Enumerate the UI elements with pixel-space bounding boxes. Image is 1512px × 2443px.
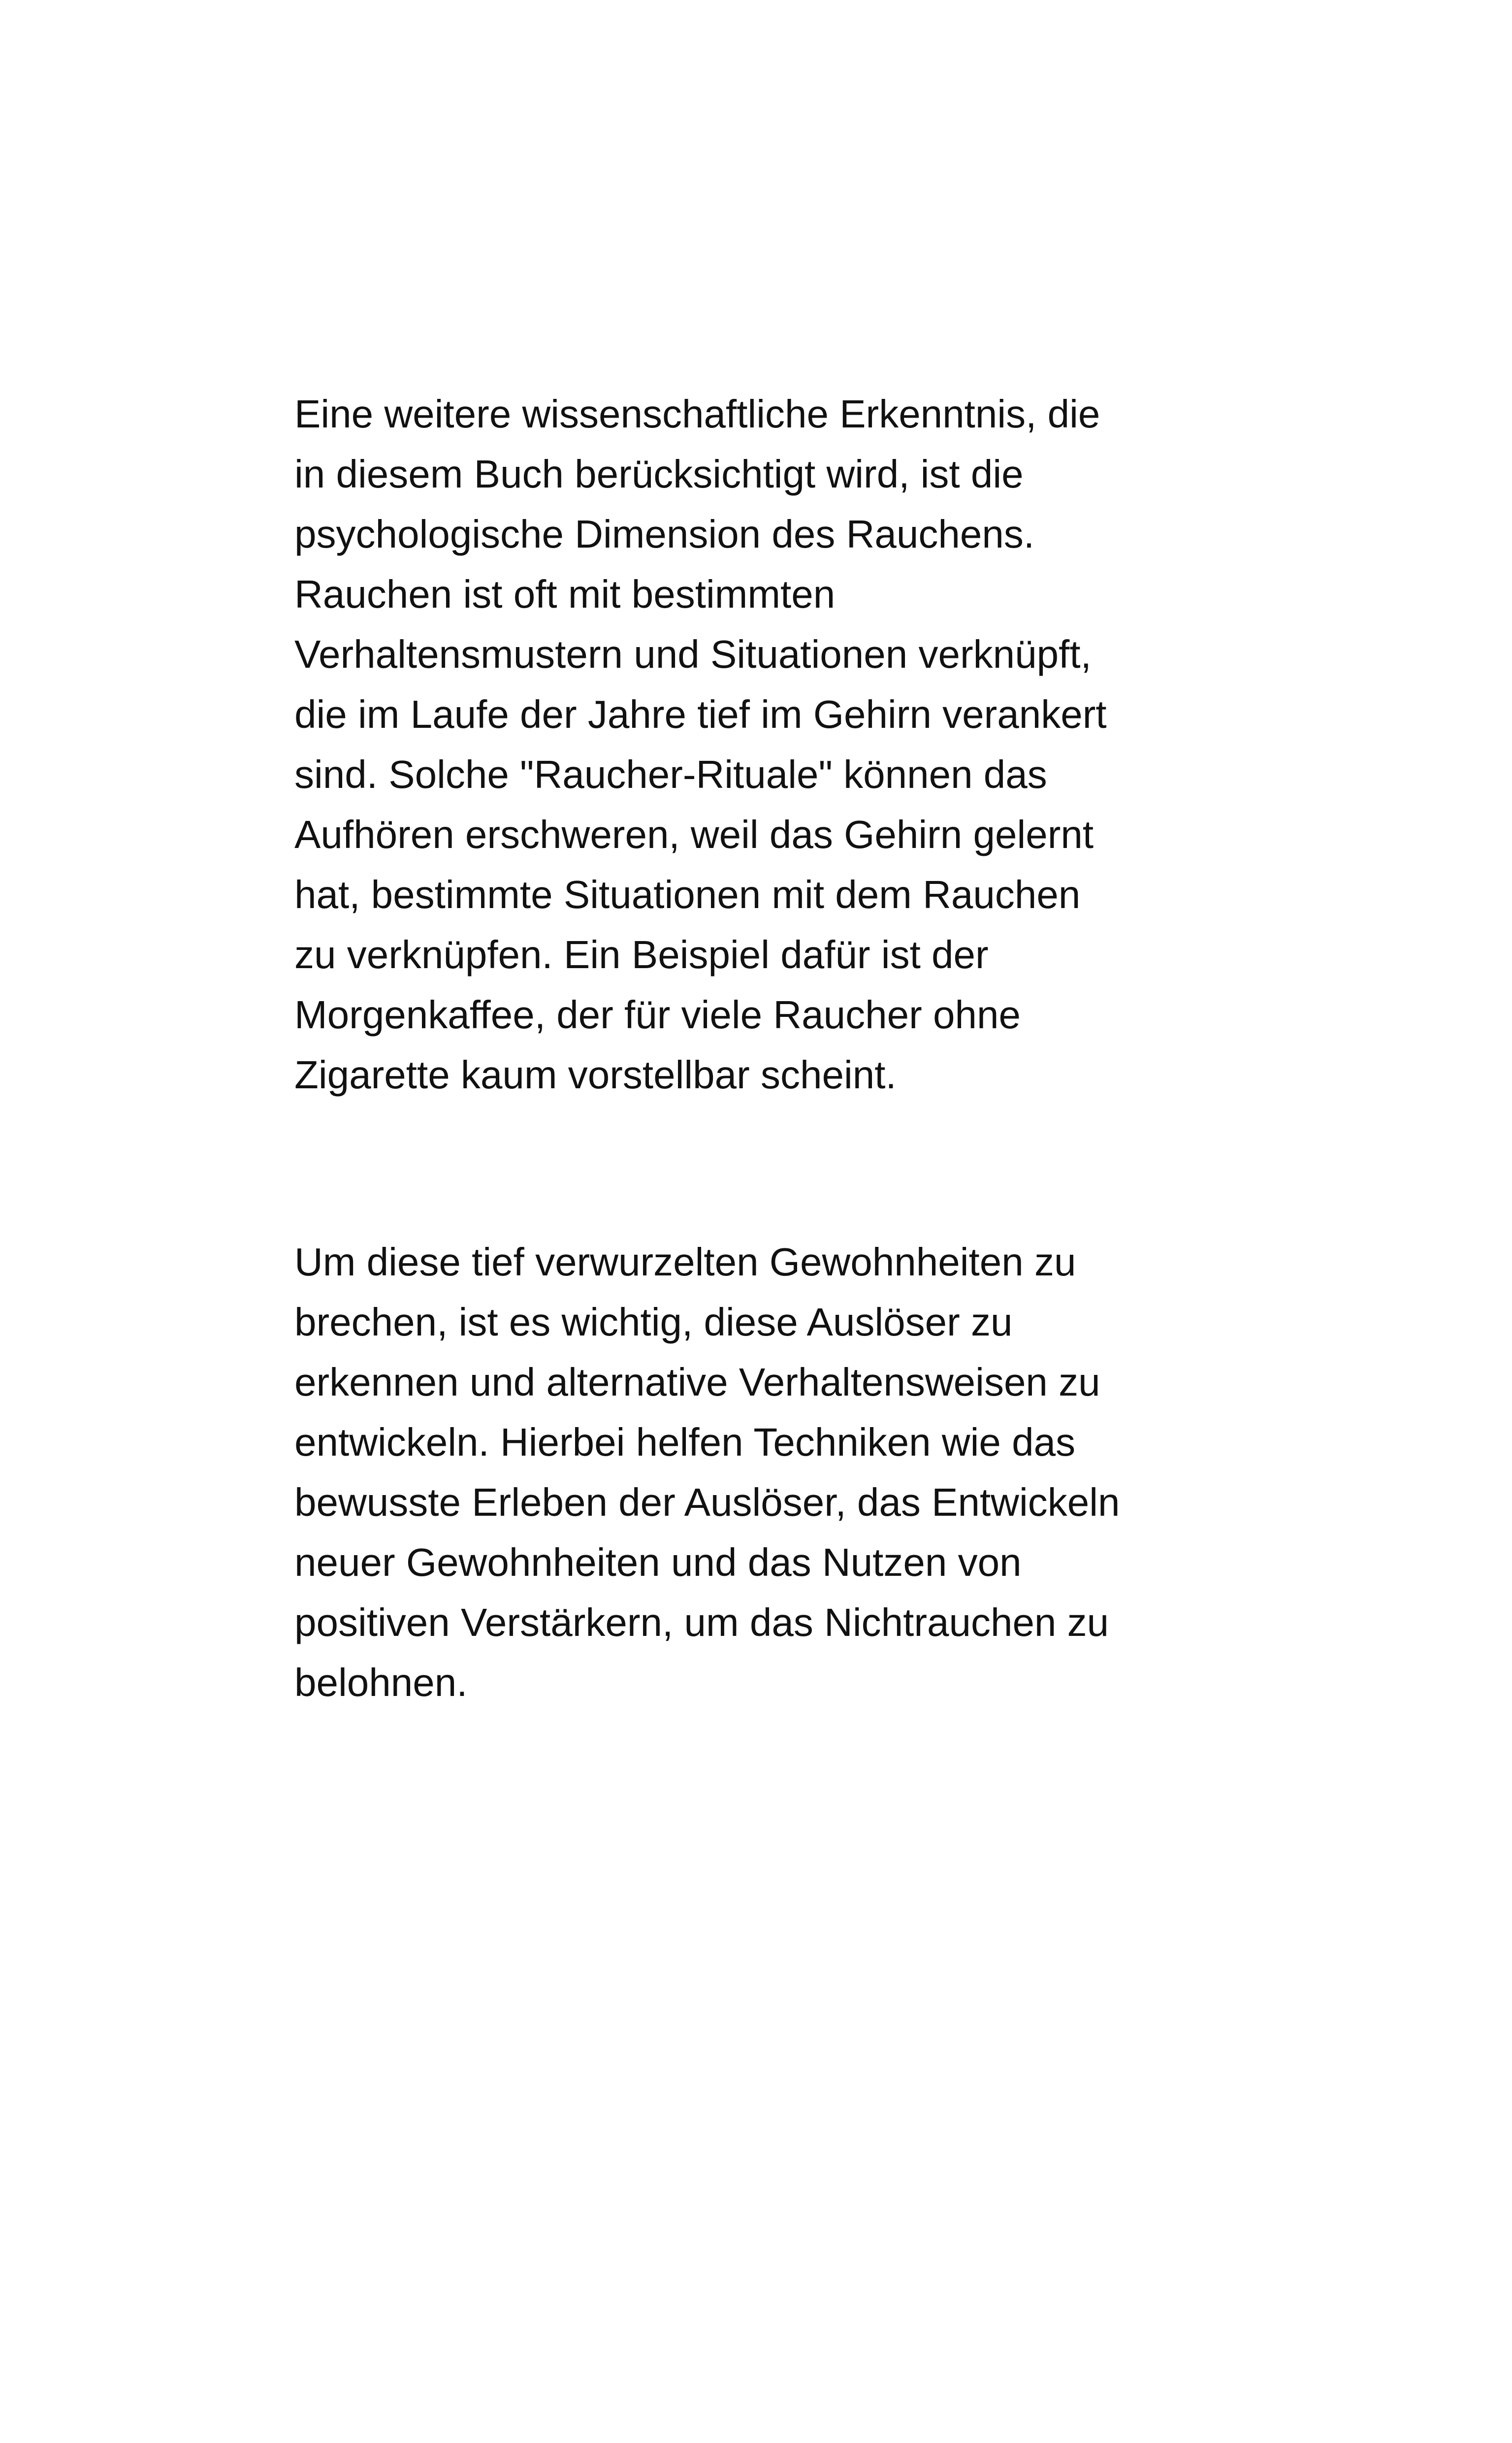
- paragraph-line: Aufhören erschweren, weil das Gehirn gelernt: [294, 813, 1094, 856]
- paragraph-line: in diesem Buch berücksichtigt wird, ist die: [294, 452, 1024, 496]
- paragraph-line: psychologische Dimension des Rauchens.: [294, 512, 1035, 556]
- paragraph-line: erkennen und alternative Verhaltensweisen zu: [294, 1360, 1100, 1404]
- paragraph-line: entwickeln. Hierbei helfen Techniken wie das: [294, 1420, 1076, 1464]
- paragraph-line: bewusste Erleben der Auslöser, das Entwickeln: [294, 1480, 1120, 1524]
- paragraph-line: hat, bestimmte Situationen mit dem Rauchen: [294, 873, 1081, 916]
- paragraph-line: Zigarette kaum vorstellbar scheint.: [294, 1053, 897, 1097]
- paragraph-line: Eine weitere wissenschaftliche Erkenntnis, die: [294, 392, 1100, 436]
- paragraph-line: positiven Verstärkern, um das Nichtrauchen zu: [294, 1600, 1109, 1644]
- paragraph-line: Morgenkaffee, der für viele Raucher ohne: [294, 993, 1021, 1037]
- paragraph-line: zu verknüpfen. Ein Beispiel dafür ist der: [294, 933, 989, 977]
- paragraph-line: Rauchen ist oft mit bestimmten: [294, 572, 836, 616]
- paragraph-line: sind. Solche "Raucher-Rituale" können das: [294, 752, 1047, 796]
- paragraph-psychological-dimension: [294, 384, 1230, 1105]
- paragraph-line: belohnen.: [294, 1661, 468, 1704]
- paragraph-line: die im Laufe der Jahre tief im Gehirn verankert: [294, 692, 1107, 736]
- paragraph-line: brechen, ist es wichtig, diese Auslöser zu: [294, 1300, 1013, 1344]
- paragraph-line: neuer Gewohnheiten und das Nutzen von: [294, 1540, 1022, 1584]
- paragraph-breaking-habits: [294, 1232, 1230, 1713]
- paragraph-line: Um diese tief verwurzelten Gewohnheiten zu: [294, 1240, 1076, 1284]
- paragraph-line: Verhaltensmustern und Situationen verknüpft,: [294, 632, 1092, 676]
